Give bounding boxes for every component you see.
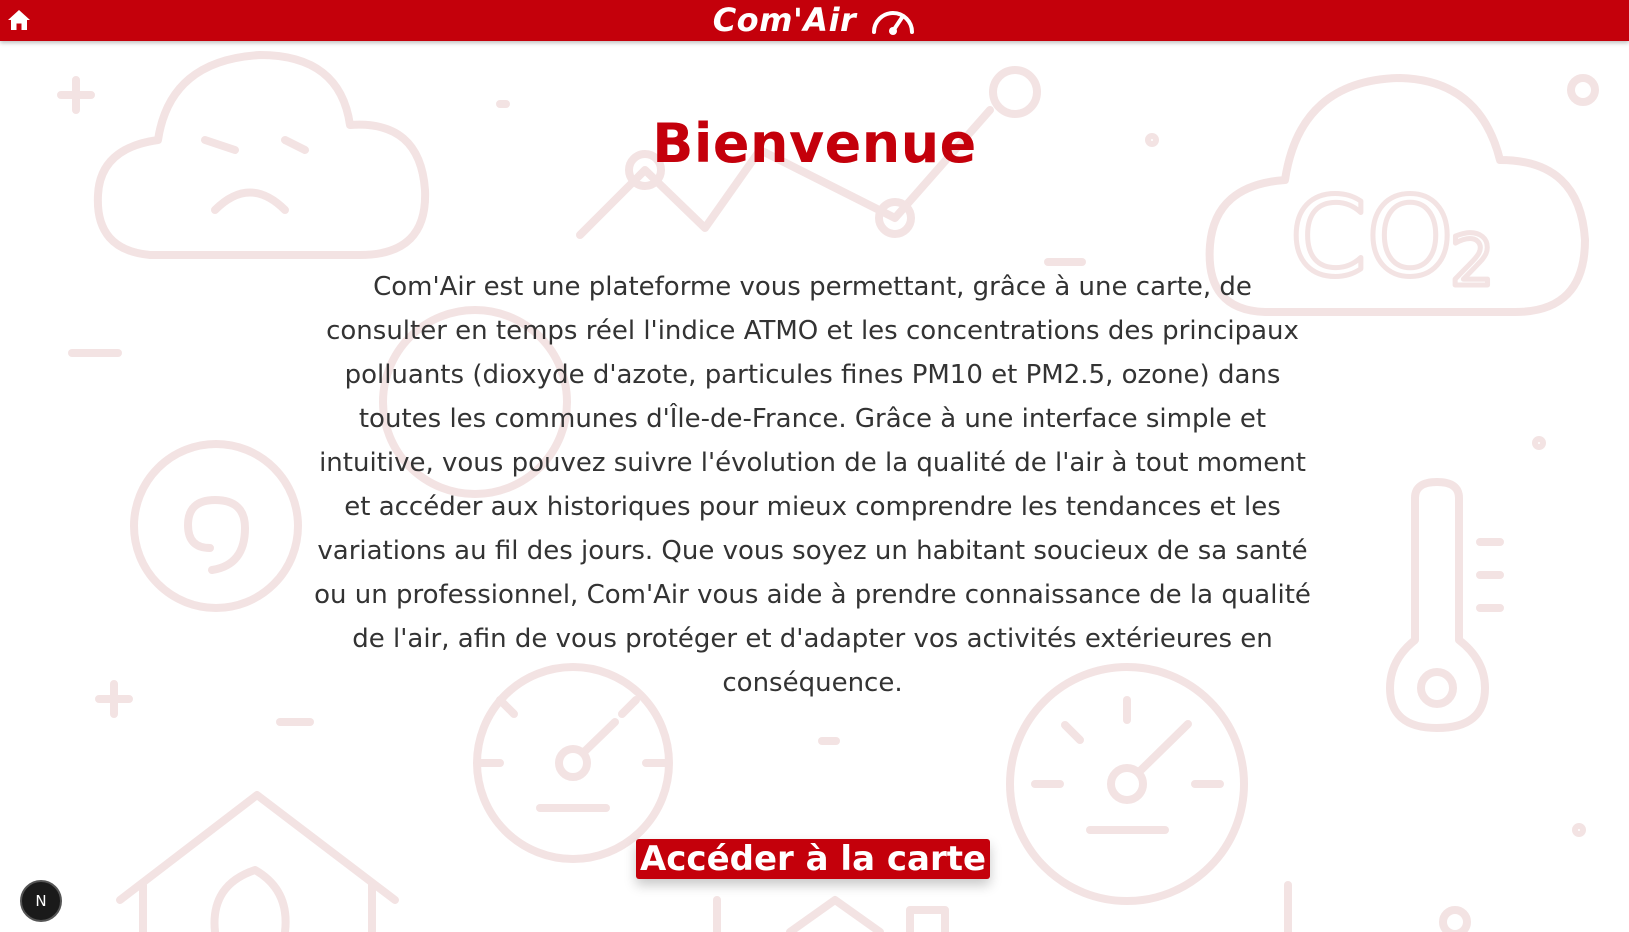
- brand-title: Com'Air: [712, 1, 857, 39]
- svg-text:CO: CO: [1290, 173, 1454, 301]
- gauge-icon: [870, 6, 916, 36]
- thermometer-icon: [1390, 482, 1500, 728]
- top-bar: [0, 0, 1629, 41]
- intro-paragraph: Com'Air est une plateforme vous permettant, grâce à une carte, de consulter en temps réel l'indice ATMO et les concentrations des principaux polluants (dioxyde d'azote, particules fines PM10 et PM2.5, ozone) dans toutes les communes d'Île-de-France. Grâce à une interface simple et intuitive, vous pouvez suivre l'évolution de la qualité de l'air à tout moment et accéder aux historiques pour mieux comprendre les tendances et les variations au fil des jours. Que vous soyez un habitant soucieux de sa santé ou un professionnel, Com'Air vous aide à prendre connaissance de la qualité de l'air, afin de vous protéger et d'adapter vos activités extérieures en conséquence.: [314, 272, 1311, 698]
- house-leaf-icon: [120, 795, 395, 932]
- timer-icon: [134, 444, 298, 608]
- dev-tools-badge-label: N: [35, 892, 47, 910]
- svg-text:2: 2: [1450, 220, 1495, 302]
- brand[interactable]: [0, 0, 1629, 41]
- dev-tools-badge[interactable]: [20, 880, 62, 922]
- open-map-button[interactable]: Accéder à la carte: [636, 839, 990, 879]
- page-title: Bienvenue: [652, 112, 977, 175]
